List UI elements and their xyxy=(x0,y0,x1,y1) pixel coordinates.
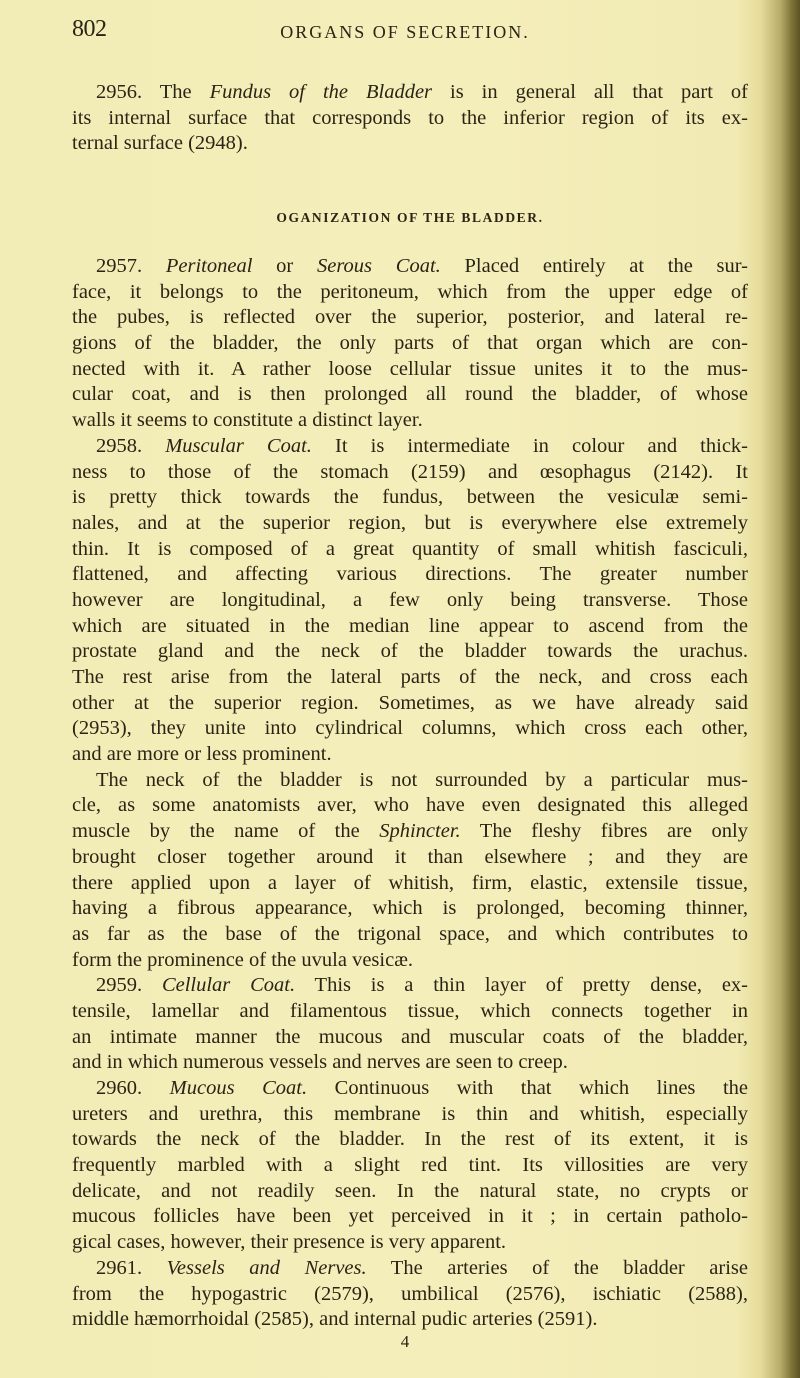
text-run: ternal surface (2948). xyxy=(72,132,248,155)
text-run: flattened, and affecting various directions. The greater number xyxy=(72,563,748,586)
text-line xyxy=(72,1127,748,1153)
paragraph xyxy=(72,1256,748,1333)
italic-term: Peritoneal xyxy=(165,255,253,277)
text-run: 2959. xyxy=(96,974,162,997)
text-line xyxy=(72,460,748,486)
text-run: prostate gland and the neck of the bladder towards the urachus. xyxy=(72,640,748,663)
text-run: towards the neck of the bladder. In the rest of its extent, it is xyxy=(72,1128,748,1151)
text-run: gical cases, however, their presence is very apparent. xyxy=(72,1231,507,1254)
text-line xyxy=(72,537,748,563)
paragraph xyxy=(72,254,748,434)
text-line xyxy=(72,614,748,640)
text-run: The arteries of the bladder arise xyxy=(366,1256,748,1279)
text-line xyxy=(72,691,748,717)
text-run: The rest arise from the lateral parts of the neck, and cross each xyxy=(72,666,748,688)
text-line xyxy=(72,1076,748,1102)
text-run: there applied upon a layer of whitish, firm, elastic, extensile tissue, xyxy=(72,871,748,894)
text-run: 2961. xyxy=(96,1256,167,1279)
text-run: (2953), they unite into cylindrical columns, which cross each other, xyxy=(72,717,748,740)
text-run: 2958. xyxy=(96,434,166,457)
italic-term: Vessels and Nerves. xyxy=(166,1256,367,1279)
text-line xyxy=(72,716,748,742)
text-line xyxy=(72,896,748,922)
text-run: nales, and at the superior region, but is everywhere else extremely xyxy=(72,511,748,534)
text-run: face, it belongs to the peritoneum, which from the upper edge of xyxy=(72,280,748,303)
text-line xyxy=(72,1230,748,1256)
italic-term: Sphincter. xyxy=(379,820,461,843)
text-run: It is intermediate in colour and thick- xyxy=(311,434,748,457)
italic-term: Cellular Coat. xyxy=(161,974,296,997)
text-line xyxy=(72,1025,748,1051)
text-line xyxy=(72,511,748,537)
text-run: tensile, lamellar and filamentous tissue, which connects together in xyxy=(72,999,748,1022)
text-run: or xyxy=(252,255,317,277)
paragraph xyxy=(72,973,748,1076)
text-line xyxy=(72,1050,748,1076)
signature-mark: 4 xyxy=(400,1332,410,1351)
paragraph xyxy=(72,768,748,974)
text-line xyxy=(72,1282,748,1308)
text-run: ness to those of the stomach (2159) and œsophagus (2142). It xyxy=(72,460,748,483)
text-run: 2960. xyxy=(96,1077,170,1099)
italic-term: Fundus of the Bladder xyxy=(209,81,433,103)
text-run: cle, as some anatomists aver, who have even designated this alleged xyxy=(72,794,748,817)
text-run: 2957. xyxy=(96,255,166,277)
text-line xyxy=(72,1204,748,1230)
intro-paragraph-block xyxy=(72,80,748,157)
text-run: The fleshy fibres are only xyxy=(460,820,748,843)
text-run: the pubes, is reflected over the superior, posterior, and lateral re- xyxy=(72,306,748,329)
text-run: cular coat, and is then prolonged all round the bladder, of whose xyxy=(72,383,748,406)
text-line xyxy=(72,408,748,434)
text-run: delicate, and not readily seen. In the natural state, no crypts or xyxy=(72,1179,748,1202)
text-run: as far as the base of the trigonal space, and which contributes to xyxy=(72,922,748,945)
text-run: an intimate manner the mucous and muscular coats of the bladder, xyxy=(72,1025,748,1048)
text-run: form the prominence of the uvula vesicæ. xyxy=(72,948,413,971)
text-run: Placed entirely at the sur- xyxy=(440,255,748,277)
text-run: This is a thin layer of pretty dense, ex- xyxy=(295,974,748,997)
italic-term: Muscular Coat. xyxy=(165,434,312,457)
text-line xyxy=(72,819,748,845)
text-line xyxy=(72,305,748,331)
running-head: ORGANS OF SECRETION. xyxy=(280,22,530,42)
text-run: is pretty thick towards the fundus, between the vesiculæ semi- xyxy=(72,486,748,509)
text-run: and in which numerous vessels and nerves are seen to creep. xyxy=(72,1051,568,1074)
text-line xyxy=(72,1179,748,1205)
text-run: brought closer together around it than elsewhere ; and they are xyxy=(72,845,748,868)
text-line xyxy=(72,331,748,357)
text-run: ureters and urethra, this membrane is thin and whitish, especially xyxy=(72,1102,748,1125)
paragraph xyxy=(72,434,748,768)
text-run: muscle by the name of the xyxy=(72,820,380,843)
text-line xyxy=(72,768,748,794)
text-line xyxy=(72,106,748,132)
text-line xyxy=(72,357,748,383)
italic-term: Serous Coat. xyxy=(316,255,441,277)
page-number: 802 xyxy=(72,16,107,42)
text-run: walls it seems to constitute a distinct layer. xyxy=(72,409,423,432)
text-line xyxy=(72,131,748,157)
text-run: thin. It is composed of a great quantity of small whitish fasciculi, xyxy=(72,537,748,560)
text-run: 2956. The xyxy=(96,81,210,103)
text-run: other at the superior region. Sometimes, as we have already said xyxy=(72,691,748,714)
text-run: and are more or less prominent. xyxy=(72,743,332,766)
paragraph xyxy=(72,1076,748,1256)
text-line xyxy=(72,948,748,974)
text-line xyxy=(72,588,748,614)
text-run: its internal surface that corresponds to the inferior region of its ex- xyxy=(72,106,748,129)
text-line xyxy=(72,999,748,1025)
text-run: frequently marbled with a slight red tint. Its villosities are very xyxy=(72,1154,748,1177)
text-run: The neck of the bladder is not surrounded by a particular mus- xyxy=(96,768,748,791)
text-line xyxy=(72,1256,748,1282)
text-line xyxy=(72,382,748,408)
text-line xyxy=(72,485,748,511)
text-run: from the hypogastric (2579), umbilical (2576), ischiatic (2588), xyxy=(72,1282,748,1305)
text-run: which are situated in the median line appear to ascend from the xyxy=(72,614,748,637)
text-line xyxy=(72,280,748,306)
text-line xyxy=(72,793,748,819)
text-line xyxy=(72,254,748,280)
text-run: middle hæmorrhoidal (2585), and internal pudic arteries (2591). xyxy=(72,1308,598,1331)
text-run: having a fibrous appearance, which is prolonged, becoming thinner, xyxy=(72,897,748,920)
text-line xyxy=(72,871,748,897)
text-line xyxy=(72,562,748,588)
text-line xyxy=(72,922,748,948)
text-run: nected with it. A rather loose cellular tissue unites it to the mus- xyxy=(72,357,748,380)
text-run: however are longitudinal, a few only being transverse. Those xyxy=(72,588,748,611)
text-line xyxy=(72,1153,748,1179)
text-line xyxy=(72,434,748,460)
text-line xyxy=(72,639,748,665)
paragraph xyxy=(72,80,748,157)
section-heading: OGANIZATION OF THE BLADDER. xyxy=(276,210,544,225)
italic-term: Mucous Coat. xyxy=(169,1077,308,1099)
text-run: gions of the bladder, the only parts of that organ which are con- xyxy=(72,332,748,355)
body-paragraph-block xyxy=(72,254,748,1333)
text-line xyxy=(72,742,748,768)
text-run: Continuous with that which lines the xyxy=(307,1077,748,1099)
text-line xyxy=(72,1102,748,1128)
text-run: mucous follicles have been yet perceived in it ; in certain patholo- xyxy=(72,1205,748,1228)
text-line xyxy=(72,845,748,871)
text-line xyxy=(72,665,748,691)
text-line xyxy=(72,80,748,106)
text-line xyxy=(72,973,748,999)
text-run: is in general all that part of xyxy=(432,81,748,103)
text-line xyxy=(72,1307,748,1333)
